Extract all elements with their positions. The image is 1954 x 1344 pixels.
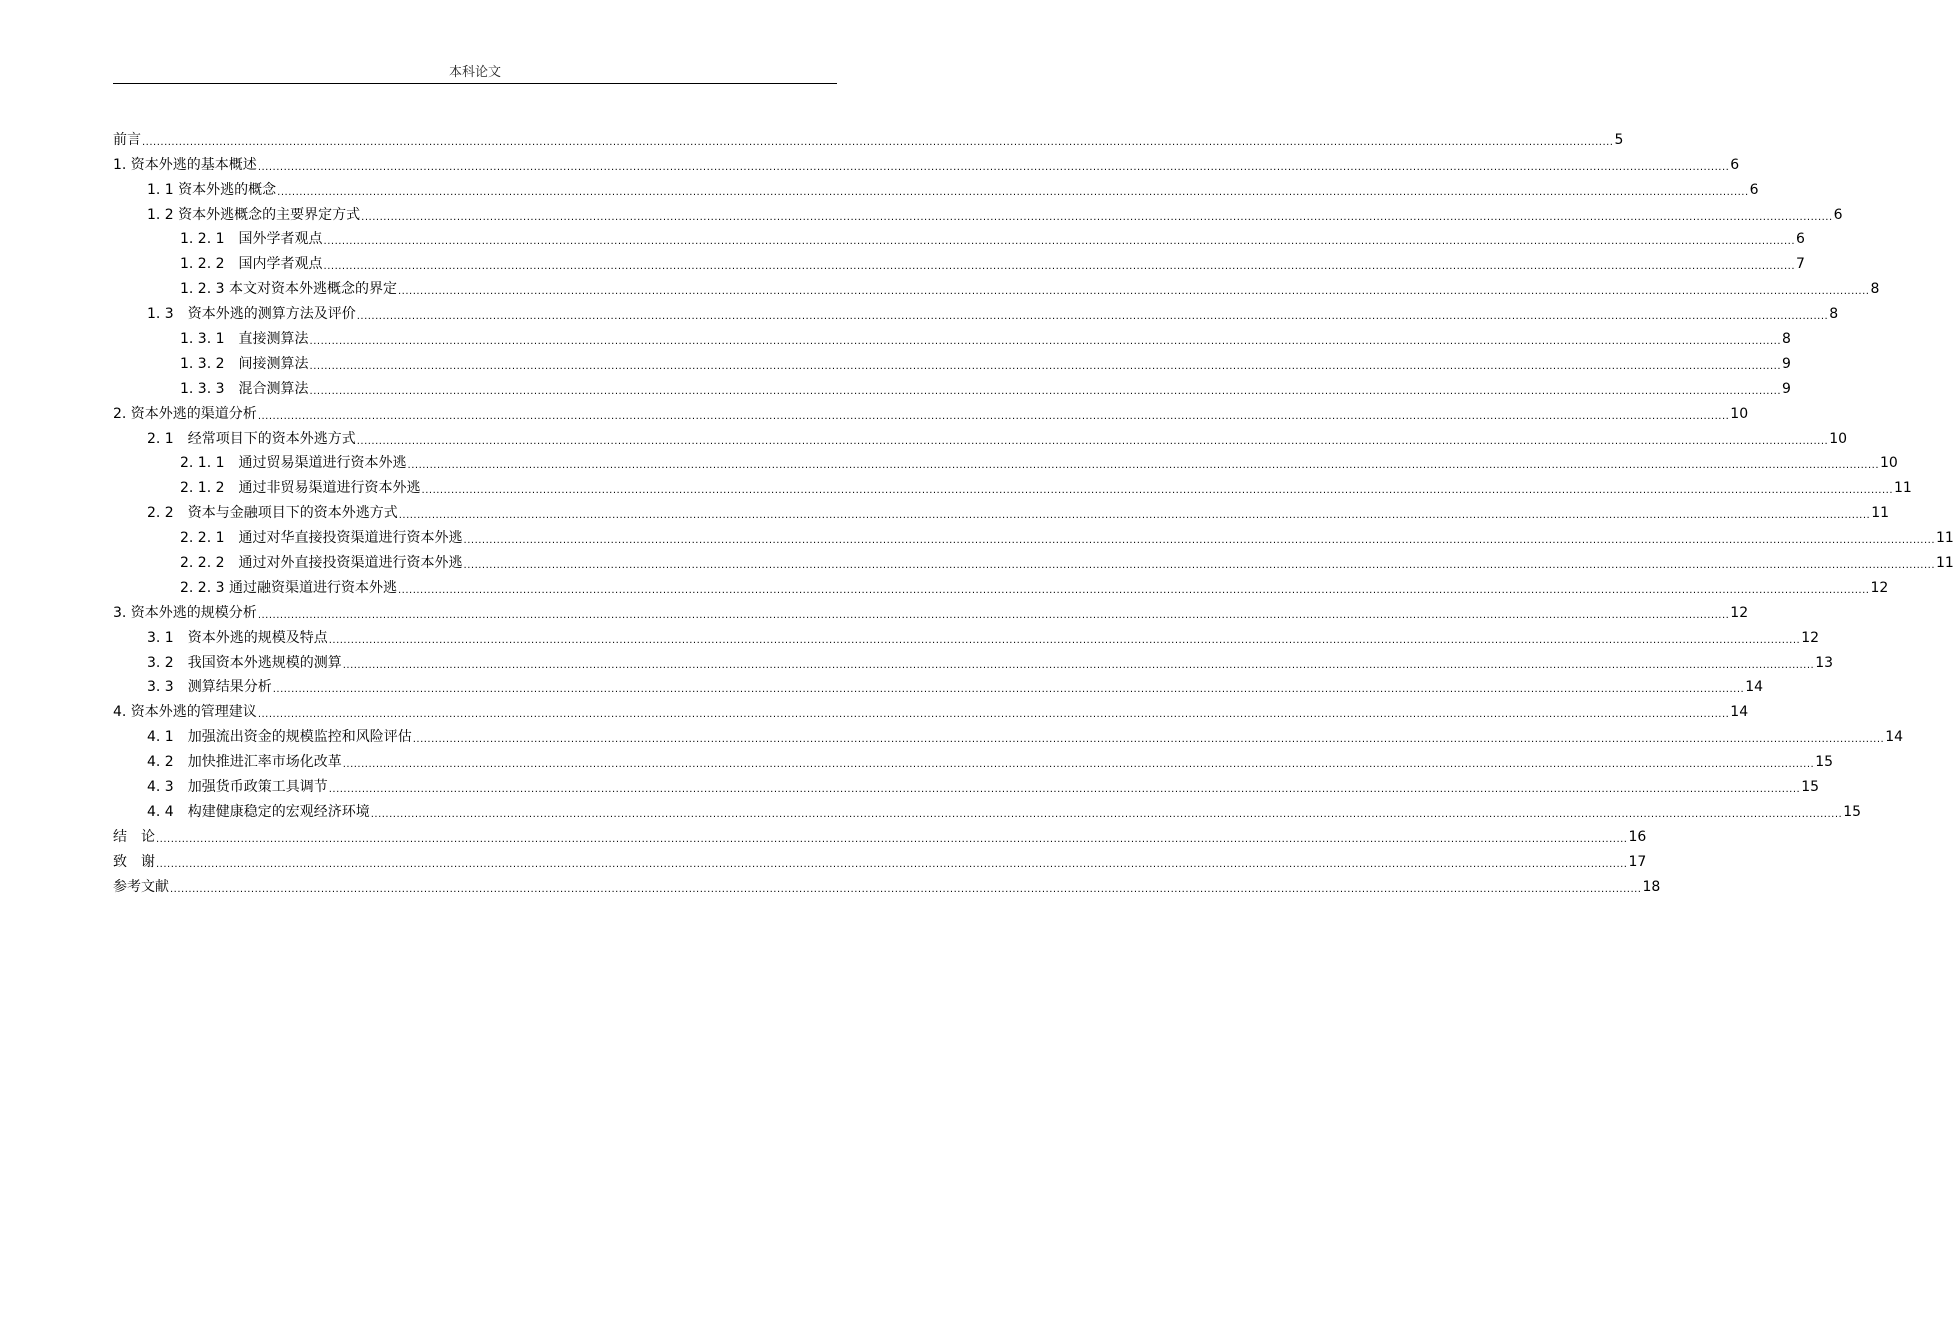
toc-entry-page-number: 14 [1885, 729, 1904, 746]
toc-entry-title: 4. 资本外逃的管理建议 [113, 704, 257, 721]
toc-dot-leader: ................................................................................................................................................................................................................................................................................................................................................................................................................ [356, 311, 1829, 323]
toc-dot-leader: ................................................................................................................................................................................................................................................................................................................................................................................................................ [323, 236, 1796, 248]
toc-entry-page-number: 11 [1936, 530, 1954, 547]
toc-dot-leader: ................................................................................................................................................................................................................................................................................................................................................................................................................ [356, 435, 1829, 447]
toc-dot-leader: ................................................................................................................................................................................................................................................................................................................................................................................................................ [397, 286, 1870, 298]
toc-entry[interactable] [113, 822, 1647, 847]
toc-entry-title: 1. 2. 3 本文对资本外逃概念的界定 [180, 281, 397, 298]
toc-entry-title: 1. 3. 1 直接测算法 [180, 331, 309, 348]
toc-entry-page-number: 15 [1843, 803, 1862, 820]
toc-entry-title: 3. 1 资本外逃的规模及特点 [147, 629, 328, 646]
toc-entry[interactable] [113, 349, 1791, 374]
toc-entry[interactable] [113, 548, 1954, 573]
toc-entry-page-number: 15 [1815, 754, 1834, 771]
toc-entry-page-number: 8 [1870, 281, 1880, 298]
toc-entry[interactable] [113, 523, 1954, 548]
toc-entry-title: 2. 2. 2 通过对外直接投资渠道进行资本外逃 [180, 555, 463, 572]
toc-dot-leader: ................................................................................................................................................................................................................................................................................................................................................................................................................ [142, 136, 1614, 148]
toc-entry[interactable] [113, 573, 1889, 598]
toc-entry[interactable] [113, 847, 1647, 872]
toc-entry[interactable] [113, 772, 1820, 797]
toc-entry-page-number: 7 [1796, 256, 1805, 273]
toc-entry[interactable] [113, 374, 1791, 399]
toc-entry-page-number: 11 [1936, 555, 1954, 572]
toc-entry-page-number: 10 [1880, 455, 1898, 472]
toc-entry[interactable] [113, 747, 1834, 772]
toc-entry-page-number: 6 [1730, 156, 1740, 173]
toc-entry-title: 4. 4 构建健康稳定的宏观经济环境 [147, 803, 370, 820]
toc-entry[interactable] [113, 648, 1834, 673]
toc-dot-leader: ................................................................................................................................................................................................................................................................................................................................................................................................................ [397, 584, 1870, 596]
toc-entry-title: 2. 2 资本与金融项目下的资本外逃方式 [147, 505, 398, 522]
toc-entry[interactable] [113, 722, 1904, 747]
toc-entry-title: 1. 资本外逃的基本概述 [113, 156, 257, 173]
toc-entry-page-number: 12 [1801, 629, 1820, 646]
toc-entry-page-number: 13 [1815, 654, 1834, 671]
toc-dot-leader: ................................................................................................................................................................................................................................................................................................................................................................................................................ [309, 360, 1782, 372]
toc-entry-title: 2. 2. 3 通过融资渠道进行资本外逃 [180, 579, 397, 596]
toc-entry-page-number: 14 [1745, 679, 1764, 696]
toc-entry-title: 2. 资本外逃的渠道分析 [113, 405, 257, 422]
toc-entry-page-number: 6 [1749, 181, 1759, 198]
toc-dot-leader: ................................................................................................................................................................................................................................................................................................................................................................................................................ [323, 261, 1796, 273]
toc-entry[interactable] [113, 200, 1843, 225]
toc-entry-page-number: 15 [1801, 779, 1820, 796]
toc-entry-page-number: 9 [1782, 380, 1791, 397]
toc-dot-leader: ................................................................................................................................................................................................................................................................................................................................................................................................................ [156, 833, 1628, 845]
toc-dot-leader: ................................................................................................................................................................................................................................................................................................................................................................................................................ [257, 410, 1730, 422]
toc-dot-leader: ................................................................................................................................................................................................................................................................................................................................................................................................................ [309, 336, 1782, 348]
toc-entry[interactable] [113, 797, 1862, 822]
toc-entry[interactable] [113, 498, 1890, 523]
toc-entry-title: 4. 3 加强货币政策工具调节 [147, 779, 328, 796]
toc-dot-leader: ................................................................................................................................................................................................................................................................................................................................................................................................................ [328, 784, 1801, 796]
toc-entry-title: 1. 2. 2 国内学者观点 [180, 256, 323, 273]
toc-entry-title: 1. 3 资本外逃的测算方法及评价 [147, 306, 356, 323]
toc-entry-title: 3. 3 测算结果分析 [147, 679, 272, 696]
toc-dot-leader: ................................................................................................................................................................................................................................................................................................................................................................................................................ [463, 560, 1936, 572]
toc-entry-page-number: 14 [1730, 704, 1749, 721]
toc-dot-leader: ................................................................................................................................................................................................................................................................................................................................................................................................................ [328, 634, 1801, 646]
toc-entry-page-number: 10 [1829, 430, 1848, 447]
toc-entry[interactable] [113, 424, 1848, 449]
toc-entry[interactable] [113, 598, 1749, 623]
toc-entry-page-number: 5 [1614, 131, 1624, 148]
toc-dot-leader: ................................................................................................................................................................................................................................................................................................................................................................................................................ [407, 460, 1880, 472]
toc-entry-page-number: 11 [1871, 505, 1890, 522]
toc-dot-leader: ................................................................................................................................................................................................................................................................................................................................................................................................................ [257, 709, 1730, 721]
toc-dot-leader: ................................................................................................................................................................................................................................................................................................................................................................................................................ [370, 808, 1843, 820]
toc-entry-title: 3. 2 我国资本外逃规模的测算 [147, 654, 342, 671]
toc-dot-leader: ................................................................................................................................................................................................................................................................................................................................................................................................................ [257, 609, 1730, 621]
toc-entry[interactable] [113, 299, 1839, 324]
toc-entry-title: 1. 3. 2 间接测算法 [180, 355, 309, 372]
toc-dot-leader: ................................................................................................................................................................................................................................................................................................................................................................................................................ [342, 759, 1815, 771]
toc-entry-title: 3. 资本外逃的规模分析 [113, 604, 257, 621]
toc-entry-title: 结 论 [113, 828, 155, 845]
toc-entry-title: 1. 2. 1 国外学者观点 [180, 231, 323, 248]
toc-entry-page-number: 9 [1782, 355, 1791, 372]
toc-entry-title: 4. 2 加快推进汇率市场化改革 [147, 754, 342, 771]
toc-entry[interactable] [113, 125, 1624, 150]
toc-dot-leader: ................................................................................................................................................................................................................................................................................................................................................................................................................ [309, 385, 1782, 397]
toc-dot-leader: ................................................................................................................................................................................................................................................................................................................................................................................................................ [398, 510, 1871, 522]
toc-entry[interactable] [113, 673, 1764, 698]
toc-entry-title: 参考文献 [113, 878, 169, 895]
toc-entry-page-number: 8 [1829, 306, 1839, 323]
toc-entry[interactable] [113, 249, 1805, 274]
table-of-contents [113, 125, 1954, 897]
page-header: 本科论文 [448, 65, 501, 80]
toc-entry[interactable] [113, 150, 1740, 175]
toc-dot-leader: ................................................................................................................................................................................................................................................................................................................................................................................................................ [156, 858, 1628, 870]
toc-dot-leader: ................................................................................................................................................................................................................................................................................................................................................................................................................ [272, 684, 1745, 696]
toc-entry[interactable] [113, 623, 1820, 648]
toc-entry-title: 4. 1 加强流出资金的规模监控和风险评估 [147, 729, 412, 746]
toc-entry-title: 致 谢 [113, 853, 155, 870]
toc-entry[interactable] [113, 872, 1661, 897]
toc-entry[interactable] [113, 697, 1749, 722]
toc-entry[interactable] [113, 449, 1898, 474]
toc-dot-leader: ................................................................................................................................................................................................................................................................................................................................................................................................................ [170, 883, 1642, 895]
toc-entry-page-number: 6 [1833, 206, 1843, 223]
toc-dot-leader: ................................................................................................................................................................................................................................................................................................................................................................................................................ [421, 485, 1894, 497]
toc-entry-page-number: 12 [1870, 579, 1889, 596]
toc-entry-title: 1. 1 资本外逃的概念 [147, 181, 277, 198]
toc-dot-leader: ................................................................................................................................................................................................................................................................................................................................................................................................................ [463, 535, 1936, 547]
toc-dot-leader: ................................................................................................................................................................................................................................................................................................................................................................................................................ [412, 734, 1885, 746]
toc-dot-leader: ................................................................................................................................................................................................................................................................................................................................................................................................................ [361, 211, 1833, 223]
toc-entry-page-number: 10 [1730, 405, 1749, 422]
toc-entry-page-number: 12 [1730, 604, 1749, 621]
toc-entry-page-number: 11 [1894, 480, 1912, 497]
toc-entry-page-number: 17 [1628, 853, 1647, 870]
toc-entry-title: 2. 1 经常项目下的资本外逃方式 [147, 430, 356, 447]
header-rule [113, 83, 837, 84]
toc-entry[interactable] [113, 175, 1759, 200]
toc-entry-title: 前言 [113, 131, 141, 148]
toc-dot-leader: ................................................................................................................................................................................................................................................................................................................................................................................................................ [277, 186, 1749, 198]
toc-entry-title: 2. 2. 1 通过对华直接投资渠道进行资本外逃 [180, 530, 463, 547]
toc-entry[interactable] [113, 473, 1912, 498]
toc-entry-page-number: 6 [1796, 231, 1805, 248]
toc-dot-leader: ................................................................................................................................................................................................................................................................................................................................................................................................................ [342, 659, 1815, 671]
toc-entry[interactable] [113, 274, 1880, 299]
toc-entry-title: 1. 3. 3 混合测算法 [180, 380, 309, 397]
toc-entry-title: 1. 2 资本外逃概念的主要界定方式 [147, 206, 361, 223]
toc-entry-page-number: 18 [1642, 878, 1661, 895]
toc-entry-title: 2. 1. 1 通过贸易渠道进行资本外逃 [180, 455, 407, 472]
toc-entry[interactable] [113, 324, 1791, 349]
toc-entry[interactable] [113, 399, 1749, 424]
toc-dot-leader: ................................................................................................................................................................................................................................................................................................................................................................................................................ [257, 161, 1730, 173]
toc-entry[interactable] [113, 225, 1805, 250]
toc-entry-title: 2. 1. 2 通过非贸易渠道进行资本外逃 [180, 480, 421, 497]
toc-entry-page-number: 16 [1628, 828, 1647, 845]
toc-entry-page-number: 8 [1782, 331, 1791, 348]
